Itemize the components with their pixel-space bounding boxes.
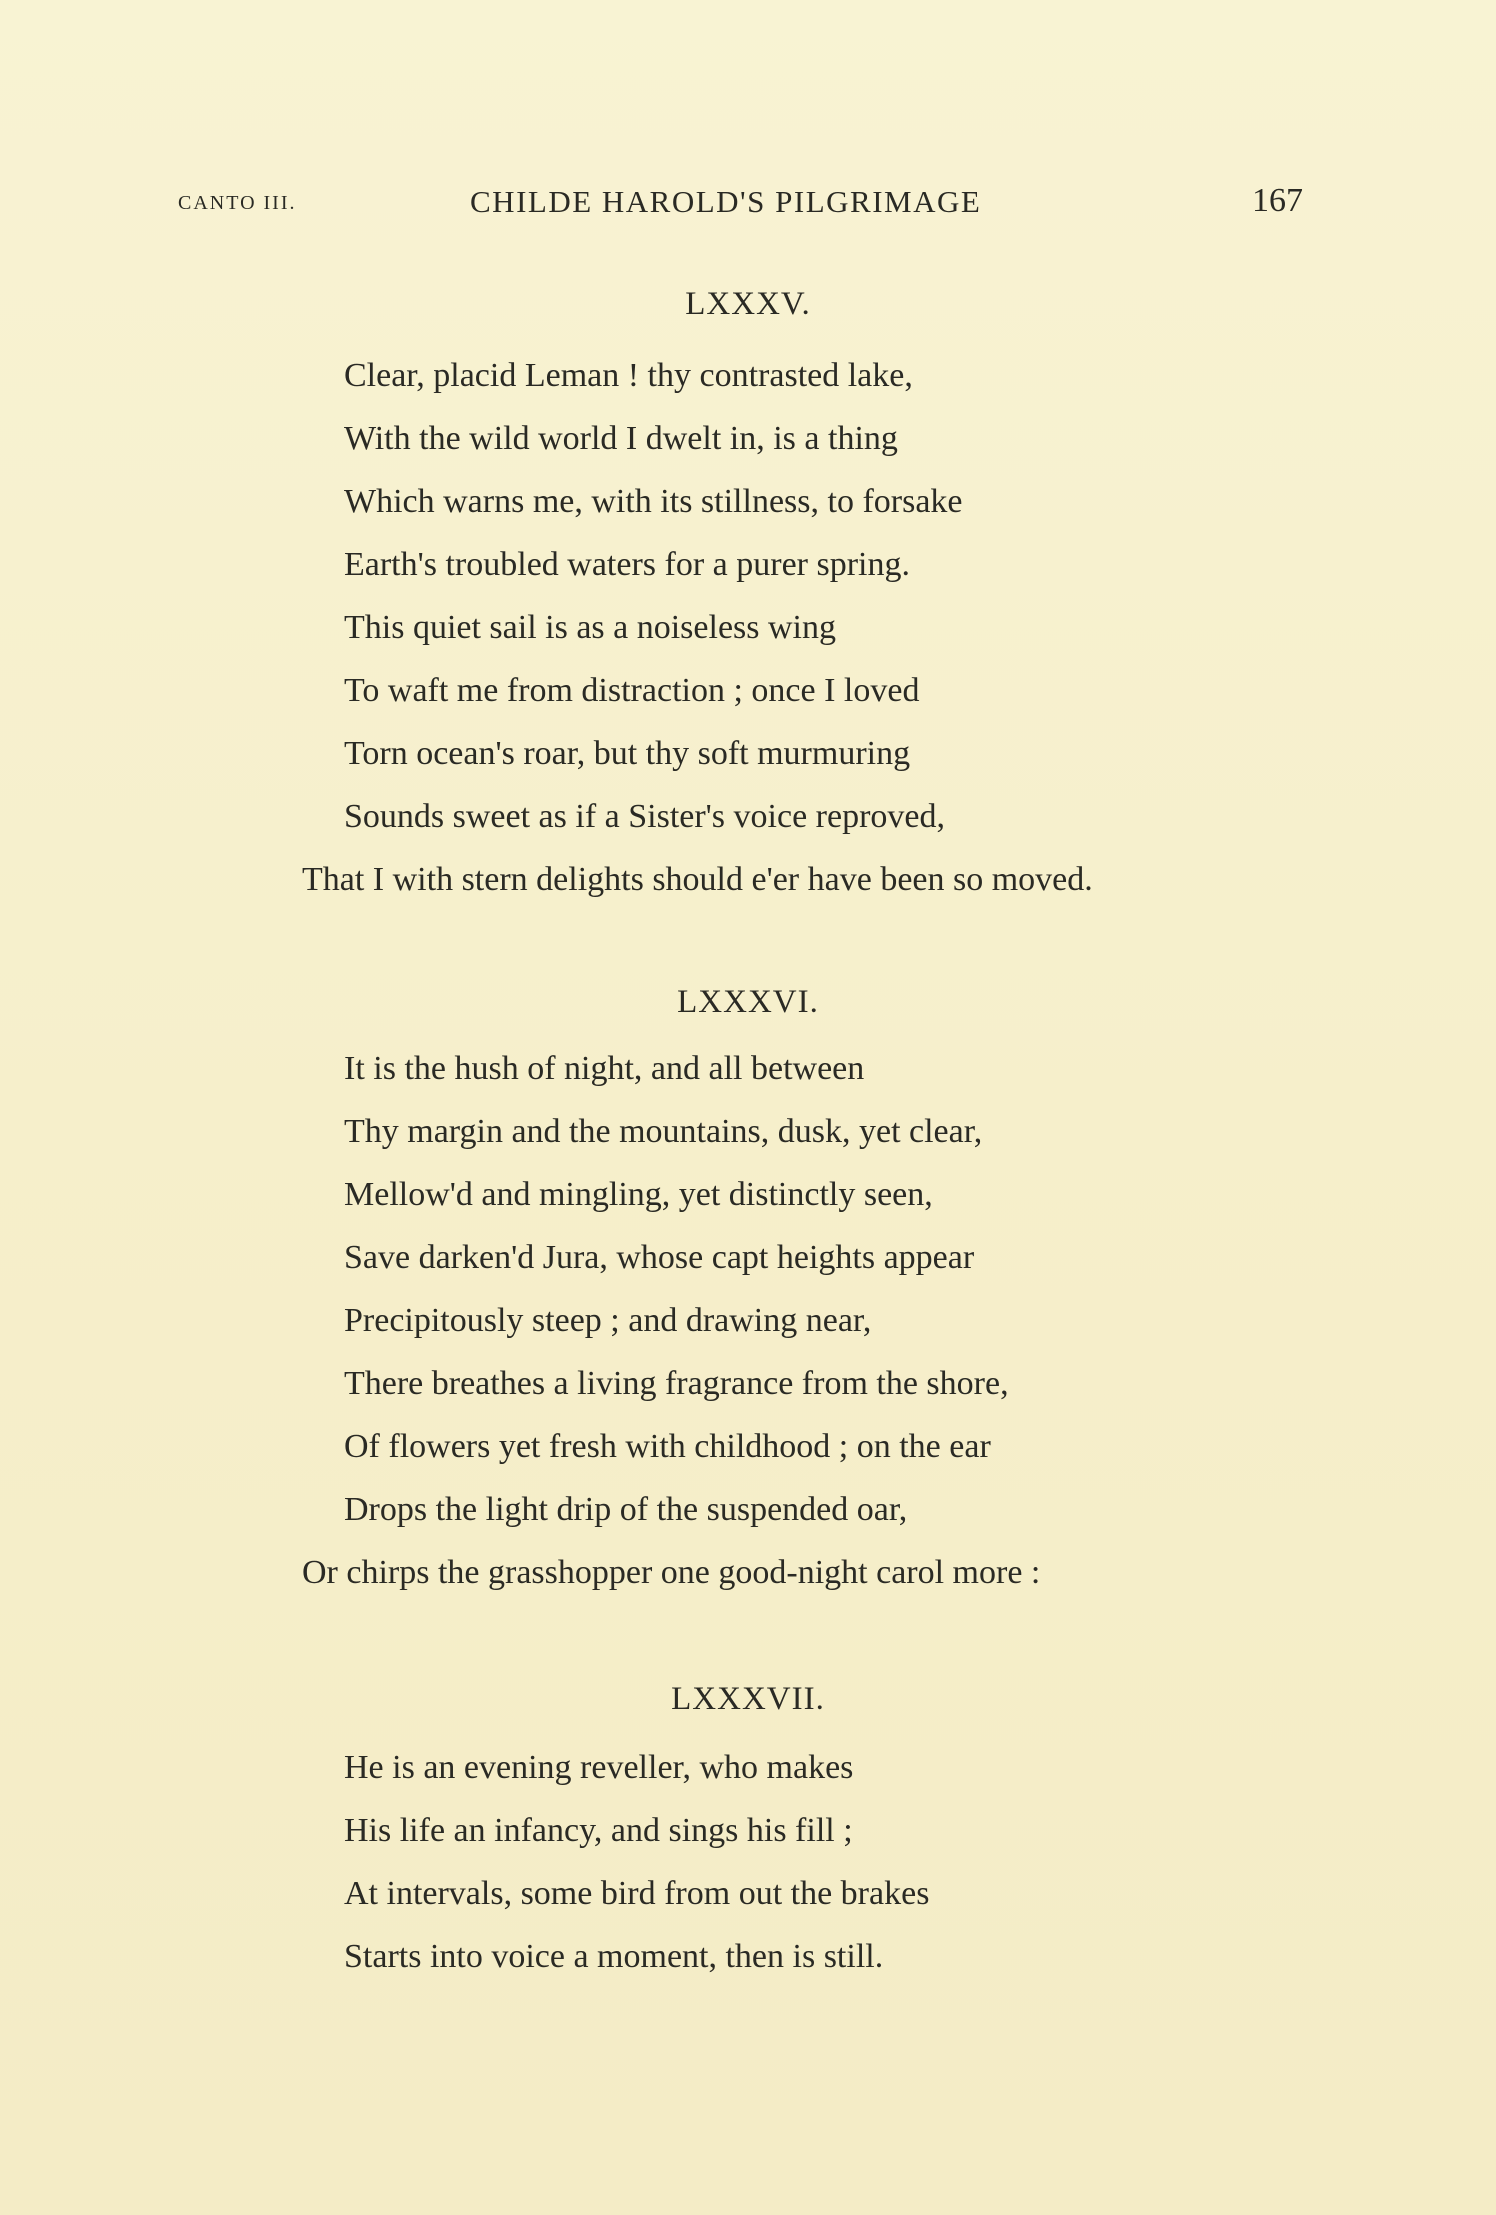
- stanza-number: LXXXVI.: [677, 984, 819, 1020]
- verse-line: Sounds sweet as if a Sister's voice reproved,: [344, 798, 945, 835]
- verse-line: Torn ocean's roar, but thy soft murmuring: [344, 735, 911, 772]
- verse-line: Drops the light drip of the suspended oar,: [344, 1491, 908, 1528]
- verse-line: It is the hush of night, and all between: [344, 1050, 865, 1087]
- verse-line: Mellow'd and mingling, yet distinctly seen,: [344, 1176, 933, 1213]
- verse-line: Save darken'd Jura, whose capt heights appear: [344, 1239, 975, 1276]
- verse-line: This quiet sail is as a noiseless wing: [344, 609, 837, 646]
- verse-line: His life an infancy, and sings his fill ;: [344, 1812, 853, 1849]
- book-title: CHILDE HAROLD'S PILGRIMAGE: [470, 184, 982, 219]
- verse-line: Or chirps the grasshopper one good-night carol more :: [302, 1554, 1041, 1591]
- verse-line: Earth's troubled waters for a purer spring.: [344, 546, 910, 583]
- verse-line: That I with stern delights should e'er have been so moved.: [302, 861, 1093, 898]
- verse-line: With the wild world I dwelt in, is a thing: [344, 420, 898, 457]
- verse-line: He is an evening reveller, who makes: [344, 1749, 854, 1786]
- verse-line: There breathes a living fragrance from the shore,: [344, 1365, 1009, 1402]
- canto-label: CANTO III.: [178, 192, 297, 214]
- stanza-number: LXXXV.: [685, 286, 811, 322]
- verse-line: To waft me from distraction ; once I loved: [344, 672, 920, 709]
- verse-line: Clear, placid Leman ! thy contrasted lake,: [344, 357, 913, 394]
- verse-line: At intervals, some bird from out the brakes: [344, 1875, 930, 1912]
- verse-line: Which warns me, with its stillness, to forsake: [344, 483, 963, 520]
- verse-line: Starts into voice a moment, then is still.: [344, 1938, 884, 1975]
- verse-line: Of flowers yet fresh with childhood ; on the ear: [344, 1428, 991, 1465]
- verse-line: Thy margin and the mountains, dusk, yet clear,: [344, 1113, 983, 1150]
- stanza-number: LXXXVII.: [671, 1681, 825, 1717]
- page-number: 167: [1252, 182, 1303, 219]
- running-head: [0, 182, 1496, 222]
- verse-line: Precipitously steep ; and drawing near,: [344, 1302, 872, 1339]
